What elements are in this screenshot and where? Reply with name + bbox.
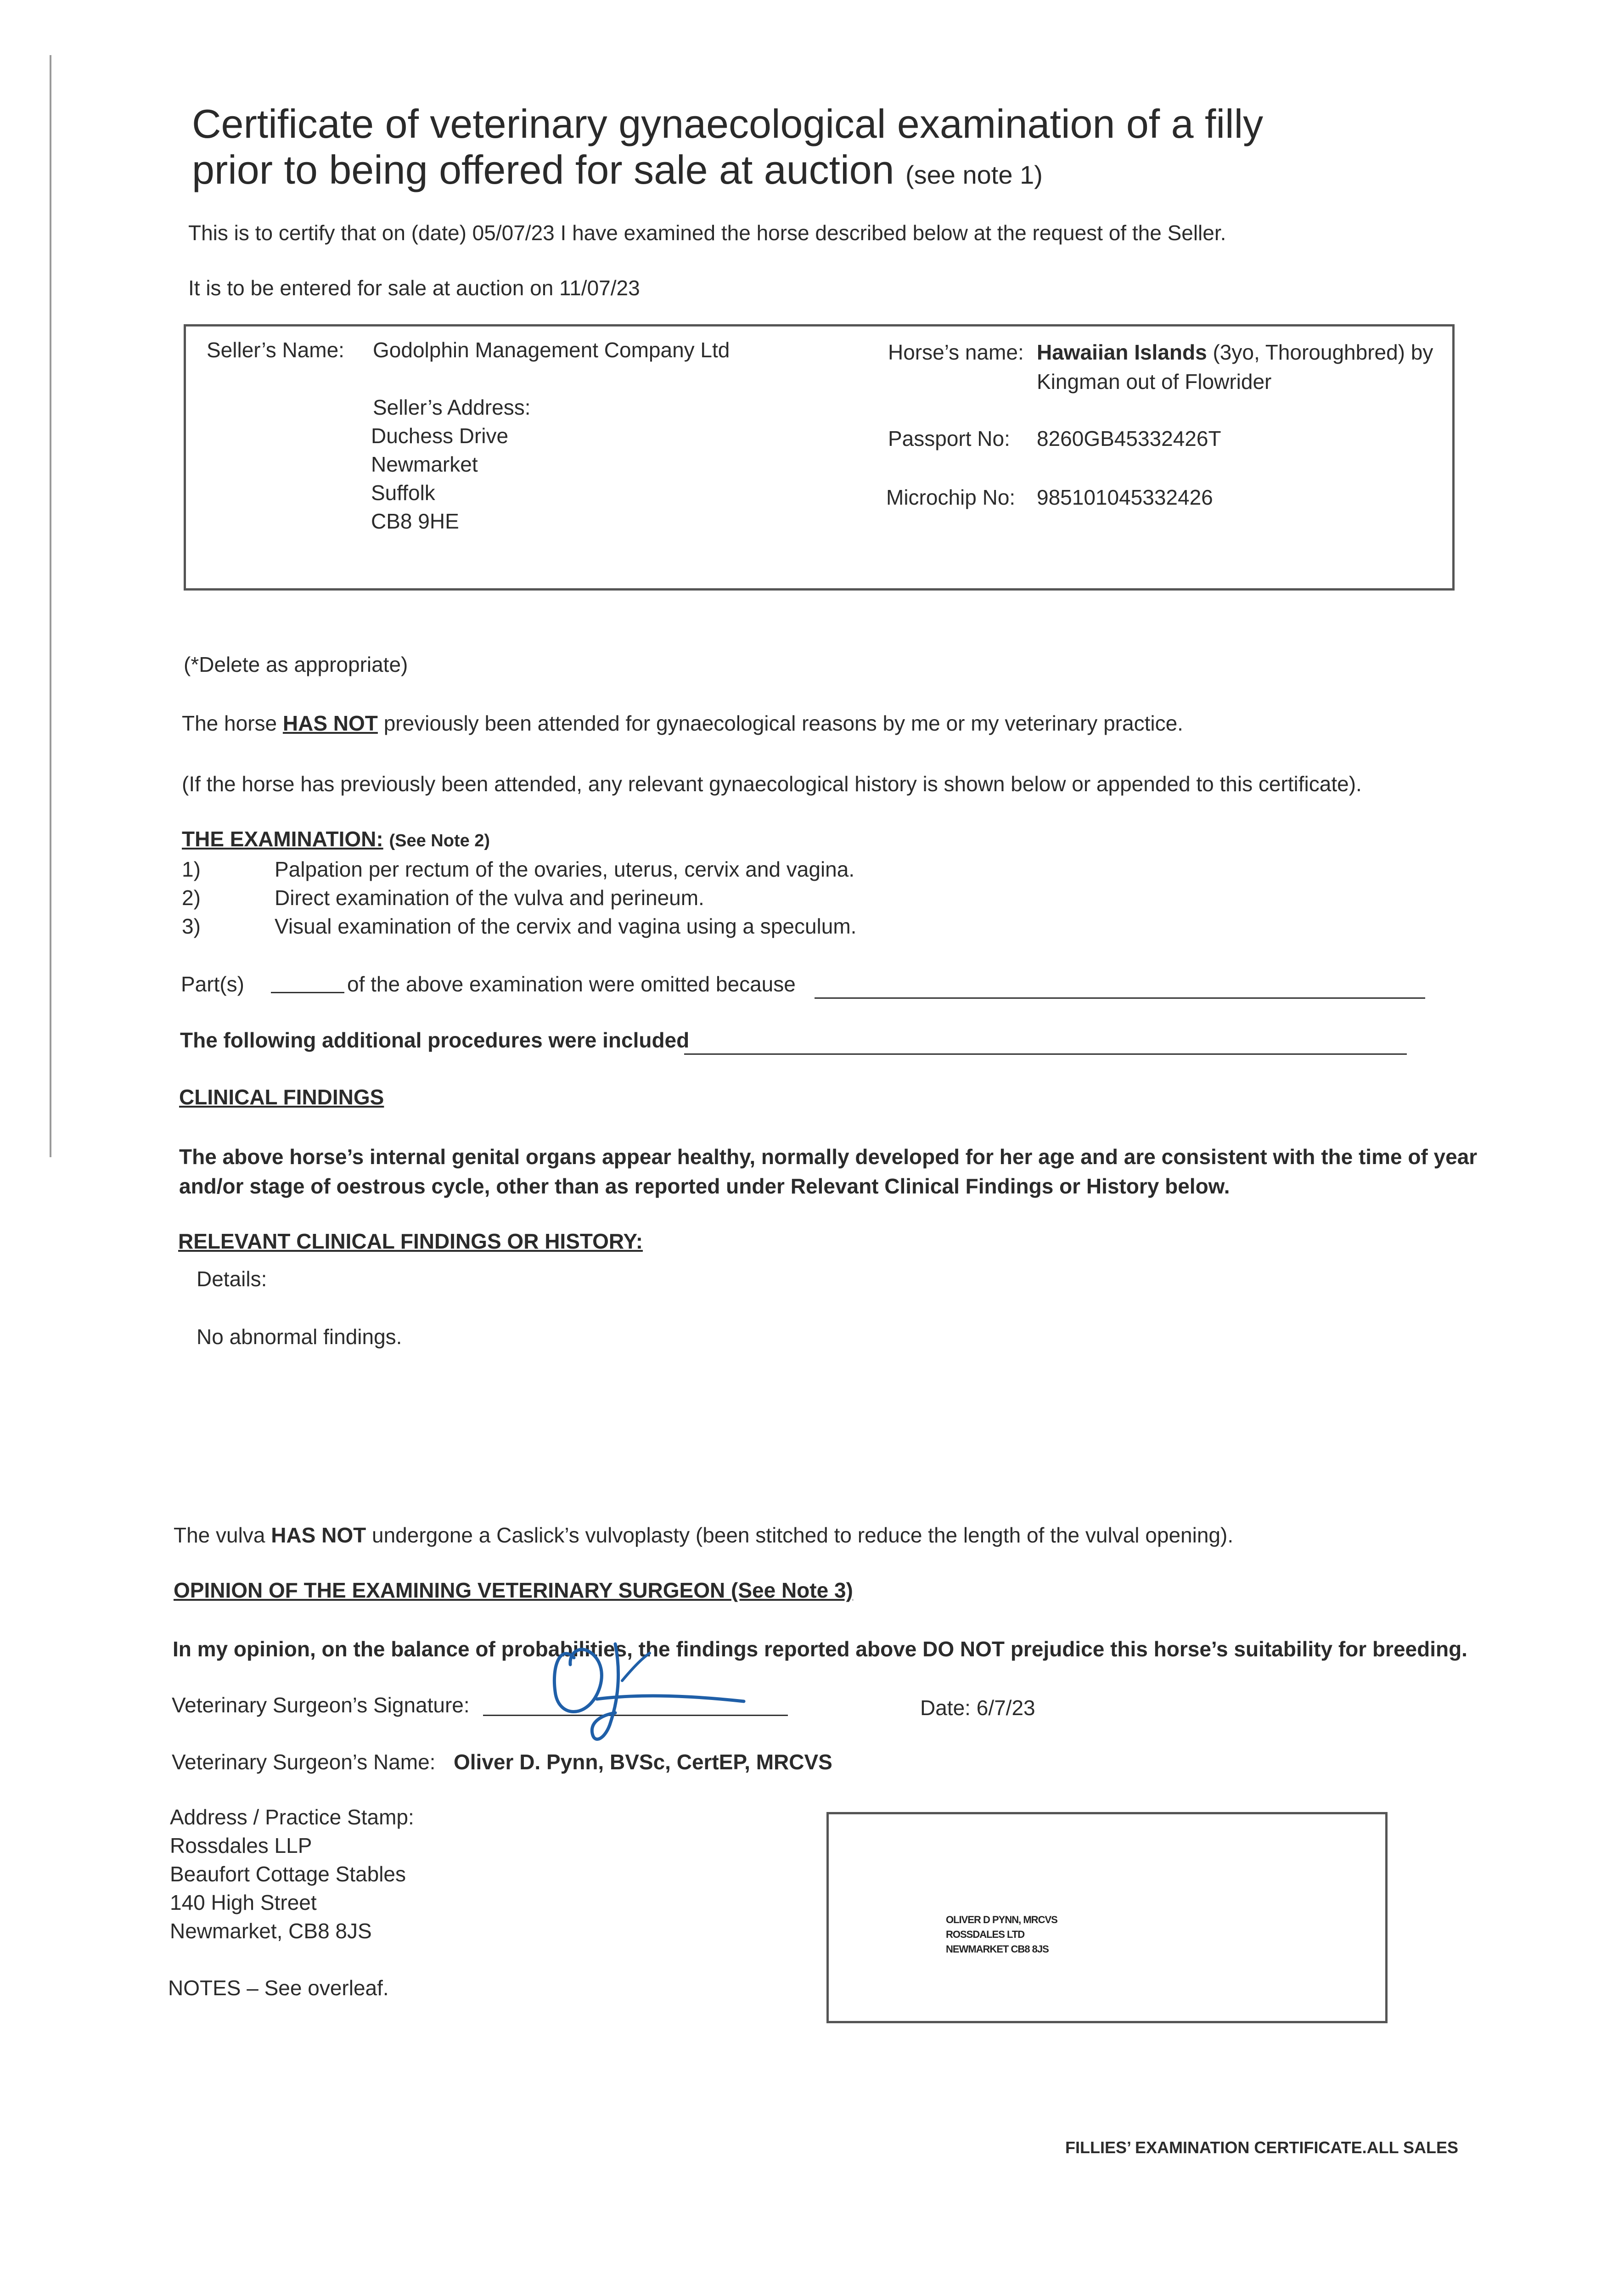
practice-stamp-box bbox=[826, 1812, 1388, 2023]
additional-procedures-blank bbox=[684, 1053, 1407, 1055]
horse-name: Hawaiian Islands bbox=[1037, 340, 1207, 364]
details-label: Details: bbox=[197, 1267, 267, 1291]
practice-line-4: Newmarket, CB8 8JS bbox=[170, 1919, 372, 1943]
seller-address-label: Seller’s Address: bbox=[373, 395, 531, 419]
signature-date-line bbox=[920, 1695, 1035, 1720]
certify-exam-text: This is to certify that on (date) 05/07/23 I have examined the horse described below at the request of the Seller. bbox=[188, 221, 1226, 245]
stamp-line-3: NEWMARKET CB8 8JS bbox=[946, 1943, 1049, 1955]
vulva-suffix: undergone a Caslick’s vulvoplasty (been stitched to reduce the length of the vulval opening). bbox=[372, 1523, 1234, 1547]
examination-item-3: Visual examination of the cervix and vagina using a speculum. bbox=[275, 914, 857, 938]
attended-prefix: The horse bbox=[182, 711, 277, 735]
clinical-findings-heading: CLINICAL FINDINGS bbox=[179, 1085, 384, 1109]
horse-name-detail: (3yo, Thoroughbred) by bbox=[1213, 340, 1433, 364]
relevant-findings-heading: RELEVANT CLINICAL FINDINGS OR HISTORY: bbox=[178, 1229, 643, 1253]
opinion-heading: OPINION OF THE EXAMINING VETERINARY SURGEON (See Note 3) bbox=[174, 1578, 853, 1602]
additional-procedures-label: The following additional procedures were included bbox=[180, 1028, 690, 1052]
signature-label: Veterinary Surgeon’s Signature: bbox=[172, 1693, 470, 1717]
vulva-prefix: The vulva bbox=[174, 1523, 265, 1547]
opinion-suffix: prejudice this horse’s suitability for breeding. bbox=[1010, 1637, 1467, 1661]
omitted-prefix: Part(s) bbox=[181, 972, 244, 996]
title-line-1: Certificate of veterinary gynaecological examination of a filly bbox=[192, 101, 1264, 146]
practice-label: Address / Practice Stamp: bbox=[170, 1805, 414, 1829]
signature-date-label: Date: bbox=[920, 1696, 971, 1720]
notes-overleaf: NOTES – See overleaf. bbox=[168, 1976, 389, 2000]
delete-note: (*Delete as appropriate) bbox=[184, 653, 408, 676]
practice-line-2: Beaufort Cottage Stables bbox=[170, 1862, 406, 1886]
seller-address-line-4: CB8 9HE bbox=[371, 509, 459, 533]
horse-name-line bbox=[1037, 340, 1433, 365]
omitted-text: of the above examination were omitted because bbox=[347, 972, 796, 996]
passport-label: Passport No: bbox=[888, 427, 1010, 450]
seller-address-line-3: Suffolk bbox=[371, 481, 435, 505]
seller-name: Godolphin Management Company Ltd bbox=[373, 338, 730, 362]
attended-statement bbox=[182, 711, 1183, 736]
examination-item-2-num: 2) bbox=[182, 886, 201, 910]
examination-item-3-num: 3) bbox=[182, 914, 201, 938]
certify-sale-text: It is to be entered for sale at auction on 11/07/23 bbox=[188, 276, 640, 300]
opinion-statement bbox=[173, 1637, 1467, 1661]
seller-address-line-2: Newmarket bbox=[371, 452, 478, 476]
practice-line-3: 140 High Street bbox=[170, 1891, 317, 1914]
attended-status: HAS NOT bbox=[282, 711, 378, 735]
scan-margin-line bbox=[50, 55, 51, 1157]
passport-number: 8260GB45332426T bbox=[1037, 427, 1221, 450]
stamp-line-2: ROSSDALES LTD bbox=[946, 1929, 1025, 1940]
examination-heading-line bbox=[182, 827, 490, 851]
microchip-label: Microchip No: bbox=[886, 485, 1016, 509]
handwritten-signature bbox=[542, 1626, 781, 1759]
omitted-parts-blank bbox=[271, 992, 344, 993]
omitted-reason-blank bbox=[815, 997, 1425, 999]
stamp-line-1: OLIVER D PYNN, MRCVS bbox=[946, 1914, 1057, 1925]
opinion-status: DO NOT bbox=[922, 1637, 1005, 1661]
examination-item-1: Palpation per rectum of the ovaries, uterus, cervix and vagina. bbox=[275, 857, 855, 881]
footer-form-name: FILLIES’ EXAMINATION CERTIFICATE.ALL SALES bbox=[1065, 2138, 1459, 2157]
attended-suffix: previously been attended for gynaecological reasons by me or my veterinary practice. bbox=[383, 711, 1183, 735]
horse-pedigree: Kingman out of Flowrider bbox=[1037, 370, 1272, 394]
seller-name-label: Seller’s Name: bbox=[207, 338, 344, 362]
signature-date: 6/7/23 bbox=[976, 1696, 1035, 1720]
opinion-prefix: In my opinion, on the balance of probabilities, the findings reported above bbox=[173, 1637, 917, 1661]
clinical-findings-line-2: and/or stage of oestrous cycle, other than as reported under Relevant Clinical Findings or History below. bbox=[179, 1174, 1230, 1198]
microchip-number: 985101045332426 bbox=[1037, 485, 1213, 509]
practice-line-1: Rossdales LLP bbox=[170, 1834, 312, 1857]
clinical-findings-line-1: The above horse’s internal genital organs appear healthy, normally developed for her age and are consistent with the time of year bbox=[179, 1145, 1478, 1169]
examination-heading: THE EXAMINATION: bbox=[182, 827, 383, 851]
attended-note: (If the horse has previously been attended, any relevant gynaecological history is shown below or appended to this certificate). bbox=[182, 772, 1362, 796]
seller-address-line-1: Duchess Drive bbox=[371, 424, 509, 448]
surgeon-name-label: Veterinary Surgeon’s Name: bbox=[172, 1750, 436, 1774]
examination-item-1-num: 1) bbox=[182, 857, 201, 881]
details-text: No abnormal findings. bbox=[197, 1325, 402, 1349]
examination-note: (See Note 2) bbox=[389, 831, 490, 850]
title-line-2-text: prior to being offered for sale at auction bbox=[192, 147, 894, 192]
surgeon-name: Oliver D. Pynn, BVSc, CertEP, MRCVS bbox=[454, 1750, 832, 1774]
horse-name-label: Horse’s name: bbox=[888, 340, 1024, 364]
vulva-status: HAS NOT bbox=[271, 1523, 366, 1547]
vulva-statement bbox=[174, 1523, 1233, 1548]
title-line-2 bbox=[192, 147, 1043, 198]
title-note: (see note 1) bbox=[905, 160, 1043, 189]
examination-item-2: Direct examination of the vulva and perineum. bbox=[275, 886, 704, 910]
